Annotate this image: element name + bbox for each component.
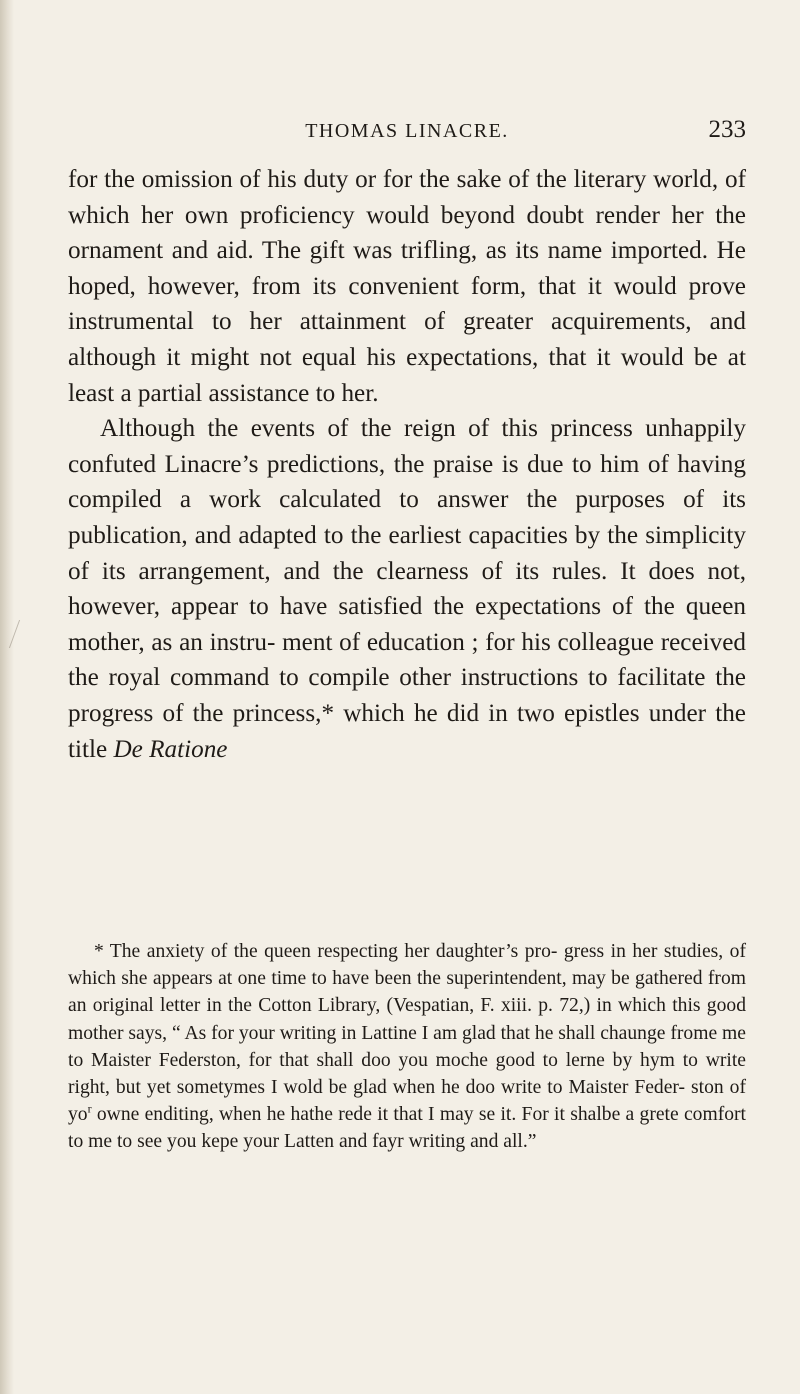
binding-gutter-shadow bbox=[0, 0, 14, 1394]
italic-title: De Ratione bbox=[113, 735, 228, 763]
paragraph-2 bbox=[68, 411, 746, 767]
footnote-text-continued: owne enditing, when he hathe rede it that I may se it. For it shalbe a grete comfort to me to see you kepe your Latten and fayr writing and all.” bbox=[68, 1104, 746, 1153]
main-text bbox=[68, 162, 746, 767]
page-number: 233 bbox=[708, 116, 746, 143]
running-title: THOMAS LINACRE. bbox=[305, 120, 509, 142]
paragraph-2-text: Although the events of the reign of this princess unhappily confuted Linacre’s predictions, the praise is due to him of having compiled a work calculated to answer the purposes of its publication, and adapted to the earliest capacities by the simplicity of its arrangement, and the clearness of its rules. It does not, however, appear to have satisfied the expectations of the queen mother, as an instru- ment of education ; for his colleague received the royal command to compile other instructions to facilitate the progress of the princess,* bbox=[68, 415, 746, 727]
footnote-superscript: r bbox=[87, 1101, 92, 1116]
footnote-marker: * bbox=[94, 941, 104, 962]
footnote-text: The anxiety of the queen respecting her daughter’s pro- gress in her studies, of which she appears at one time to have been the superintendent, may be gathered from an original letter in the Cotton Library, (Vespatian, F. xiii. p. 72,) in which this good mother says, “ As for your writing in Lattine I am glad that he shall chaunge frome me to Maister Federston, for that shall doo you moche good to lerne by hym to write right, but yet sometymes I wold be glad when he doo write to Maister Feder- ston of yo bbox=[68, 941, 746, 1126]
paragraph-1: for the omission of his duty or for the sake of the literary world, of which her own proficiency would beyond doubt render her the ornament and aid. The gift was trifling, as its name imported. He hoped, however, from its convenient form, that it would prove instrumental to her attainment of greater acquirements, and although it might not equal his expectations, that it would be at least a partial assistance to her. bbox=[68, 166, 746, 407]
paragraph-2-text-continued: which he did in two epistles under the title bbox=[68, 699, 746, 763]
running-header bbox=[68, 116, 746, 150]
footnote-block bbox=[68, 938, 746, 1156]
footnote bbox=[68, 938, 746, 1156]
